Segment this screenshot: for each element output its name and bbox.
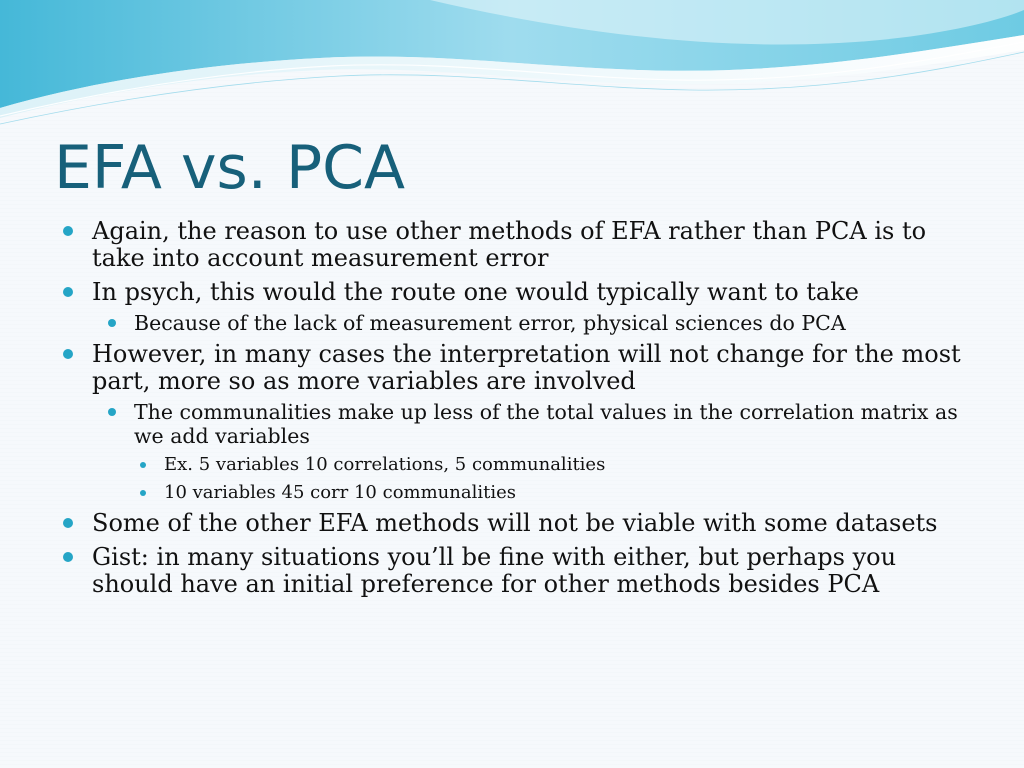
bullet-dot-icon [63, 287, 73, 297]
bullet-dot-icon [63, 518, 73, 528]
bullet-dot-icon [108, 408, 116, 416]
bullet-dot-icon [108, 319, 116, 327]
bullet-item [60, 510, 980, 537]
bullet-dot-icon [140, 490, 146, 496]
sub-bullet-text: The communalities make up less of the total values in the correlation matrix as we add variables [134, 400, 958, 448]
bullet-dot-icon [140, 462, 146, 468]
sub-sub-bullet-text: 10 variables 45 corr 10 communalities [164, 482, 516, 503]
bullet-text: However, in many cases the interpretation will not change for the most part, more so as more variables are involved [92, 340, 961, 395]
sub-bullet-item [60, 400, 980, 448]
sub-bullet-item [60, 311, 980, 335]
bullet-item [60, 544, 980, 598]
bullet-dot-icon [63, 349, 73, 359]
bullet-item [60, 279, 980, 306]
sub-sub-bullet-text: Ex. 5 variables 10 correlations, 5 communalities [164, 454, 606, 475]
bullet-item [60, 218, 980, 272]
bullet-text: Gist: in many situations you’ll be fine with either, but perhaps you should have an initial preference for other methods besides PCA [92, 543, 897, 598]
bullet-text: In psych, this would the route one would typically want to take [92, 278, 859, 306]
sub-sub-bullet-item [60, 454, 980, 476]
sub-bullet-text: Because of the lack of measurement error, physical sciences do PCA [134, 311, 846, 335]
bullet-text: Some of the other EFA methods will not be viable with some datasets [92, 509, 938, 537]
slide-title: EFA vs. PCA [54, 133, 406, 203]
bullet-dot-icon [63, 226, 73, 236]
bullet-list [60, 218, 980, 605]
decorative-wave-header [0, 0, 1024, 130]
sub-sub-bullet-item [60, 482, 980, 504]
bullet-text: Again, the reason to use other methods of EFA rather than PCA is to take into account measurement error [92, 217, 927, 272]
bullet-item [60, 341, 980, 395]
bullet-dot-icon [63, 552, 73, 562]
